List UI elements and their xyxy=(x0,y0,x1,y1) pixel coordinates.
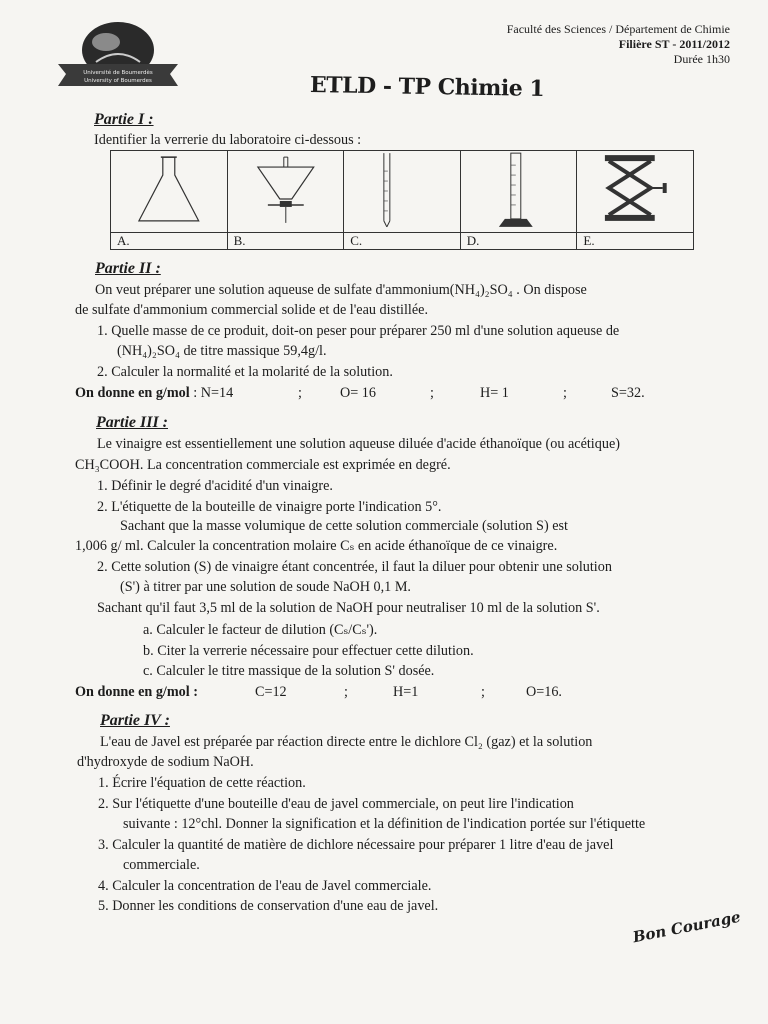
separator: ; xyxy=(430,385,434,401)
partie3-question-1: 1. Définir le degré d'acidité d'un vinaigre. xyxy=(97,478,333,494)
partie2-question-2: 2. Calculer la normalité et la molarité de la solution. xyxy=(97,364,393,380)
glassware-cell-c xyxy=(344,151,461,249)
partie3-question-b: b. Citer la verrerie nécessaire pour effectuer cette dilution. xyxy=(143,643,474,659)
given-o: O= 16 xyxy=(340,385,376,401)
partie3-given-label: On donne en g/mol : xyxy=(75,684,198,700)
given-s: S=32. xyxy=(611,385,645,401)
partie3-question-2: 2. L'étiquette de la bouteille de vinaigre porte l'indication 5°. xyxy=(97,499,442,515)
glassware-label-c: C. xyxy=(350,233,363,248)
glassware-label-a: A. xyxy=(117,233,130,248)
partie4-question-5: 5. Donner les conditions de conservation d'une eau de javel. xyxy=(98,898,439,914)
partie3-question-3-cont: (S') à titrer par une solution de soude NaOH 0,1 M. xyxy=(120,579,411,595)
partie2-heading: Partie II : xyxy=(95,260,161,277)
duration-line: Durée 1h30 xyxy=(673,52,730,66)
university-logo xyxy=(56,16,180,94)
glassware-cell-a xyxy=(111,151,228,249)
given-n: : N=14 xyxy=(189,385,234,401)
glassware-cell-d xyxy=(461,151,578,249)
separator: ; xyxy=(298,385,302,401)
faculty-line: Faculté des Sciences / Département de Chimie xyxy=(506,22,730,36)
glassware-label-b: B. xyxy=(233,233,246,248)
partie2-paragraph-2: de sulfate d'ammonium commercial solide et de l'eau distillée. xyxy=(75,302,428,318)
partie4-question-4: 4. Calculer la concentration de l'eau de Javel commerciale. xyxy=(98,878,432,894)
partie1-instruction: Identifier la verrerie du laboratoire ci-dessous : xyxy=(94,132,362,148)
program-line: Filière ST - 2011/2012 xyxy=(618,37,730,51)
partie4-question-2: 2. Sur l'étiquette d'une bouteille d'eau de javel commerciale, on peut lire l'indication xyxy=(98,796,574,812)
partie3-heading: Partie III : xyxy=(96,414,168,431)
separator: ; xyxy=(344,684,348,700)
header-info xyxy=(507,22,730,67)
closing-text: Bon Courage xyxy=(631,907,743,947)
partie4-paragraph-1: L'eau de Javel est préparée par réaction directe entre le dichlore Cl₂ (gaz) et la solution xyxy=(100,734,593,750)
given-h: H=1 xyxy=(393,684,419,700)
separator: ; xyxy=(481,684,485,700)
partie3-paragraph-5: Sachant qu'il faut 3,5 ml de la solution de NaOH pour neutraliser 10 ml de la solution S'. xyxy=(97,600,600,616)
partie3-paragraph-4: 1,006 g/ ml. Calculer la concentration molaire Cₛ en acide éthanoïque de ce vinaigre. xyxy=(75,538,558,554)
partie3-question-c: c. Calculer le titre massique de la solution S' dosée. xyxy=(143,663,435,679)
svg-text:Université de Boumerdès: Université de Boumerdès xyxy=(83,70,153,76)
erlenmeyer-flask-icon xyxy=(111,151,227,229)
partie1-heading: Partie I : xyxy=(94,111,154,128)
given-o: O=16. xyxy=(526,684,562,700)
partie4-question-2-cont: suivante : 12°chl. Donner la signification et la définition de l'indication portée sur l'étiquette xyxy=(123,816,646,832)
partie4-question-3-cont: commerciale. xyxy=(123,857,200,873)
partie2-paragraph-1: On veut préparer une solution aqueuse de sulfate d'ammonium(NH₄)₂SO₄ . On dispose xyxy=(95,282,587,298)
given-label: On donne en g/mol xyxy=(75,385,190,401)
glassware-table xyxy=(110,150,694,250)
partie3-paragraph-2: CH₃COOH. La concentration commerciale est exprimée en degré. xyxy=(75,457,451,473)
glassware-cell-e xyxy=(577,151,693,249)
partie2-question-1: 1. Quelle masse de ce produit, doit-on peser pour préparer 250 ml d'une solution aqueuse de xyxy=(97,323,620,339)
partie4-question-3: 3. Calculer la quantité de matière de dichlore nécessaire pour préparer 1 litre d'eau de javel xyxy=(98,837,614,853)
svg-text:University of Boumerdes: University of Boumerdes xyxy=(84,78,152,84)
glassware-label-d: D. xyxy=(466,233,480,248)
separatory-funnel-icon xyxy=(228,151,344,229)
partie4-paragraph-2: d'hydroxyde de sodium NaOH. xyxy=(77,754,254,770)
page-title: ETLD - TP Chimie 1 xyxy=(309,71,545,103)
partie4-heading: Partie IV : xyxy=(100,712,170,729)
given-c: C=12 xyxy=(255,684,287,700)
glassware-cell-b xyxy=(228,151,345,249)
separator: ; xyxy=(563,385,567,401)
partie2-given-data xyxy=(75,385,233,402)
glassware-label-e: E. xyxy=(583,233,595,248)
partie3-paragraph-3: Sachant que la masse volumique de cette solution commerciale (solution S) est xyxy=(120,518,568,534)
partie4-question-1: 1. Écrire l'équation de cette réaction. xyxy=(98,775,306,791)
partie3-paragraph-1: Le vinaigre est essentiellement une solution aqueuse diluée d'acide éthanoïque (ou acétique) xyxy=(97,436,620,452)
partie3-question-a: a. Calculer le facteur de dilution (Cₛ/Cₛ'). xyxy=(143,622,378,638)
partie2-question-1-cont: (NH₄)₂SO₄ de titre massique 59,4g/l. xyxy=(117,343,327,359)
given-h: H= 1 xyxy=(480,385,509,401)
lab-jack-icon xyxy=(577,151,693,229)
partie3-question-3: 2. Cette solution (S) de vinaigre étant concentrée, il faut la diluer pour obtenir une solution xyxy=(97,559,612,575)
graduated-cylinder-icon xyxy=(461,151,577,229)
pipette-icon xyxy=(344,151,460,229)
